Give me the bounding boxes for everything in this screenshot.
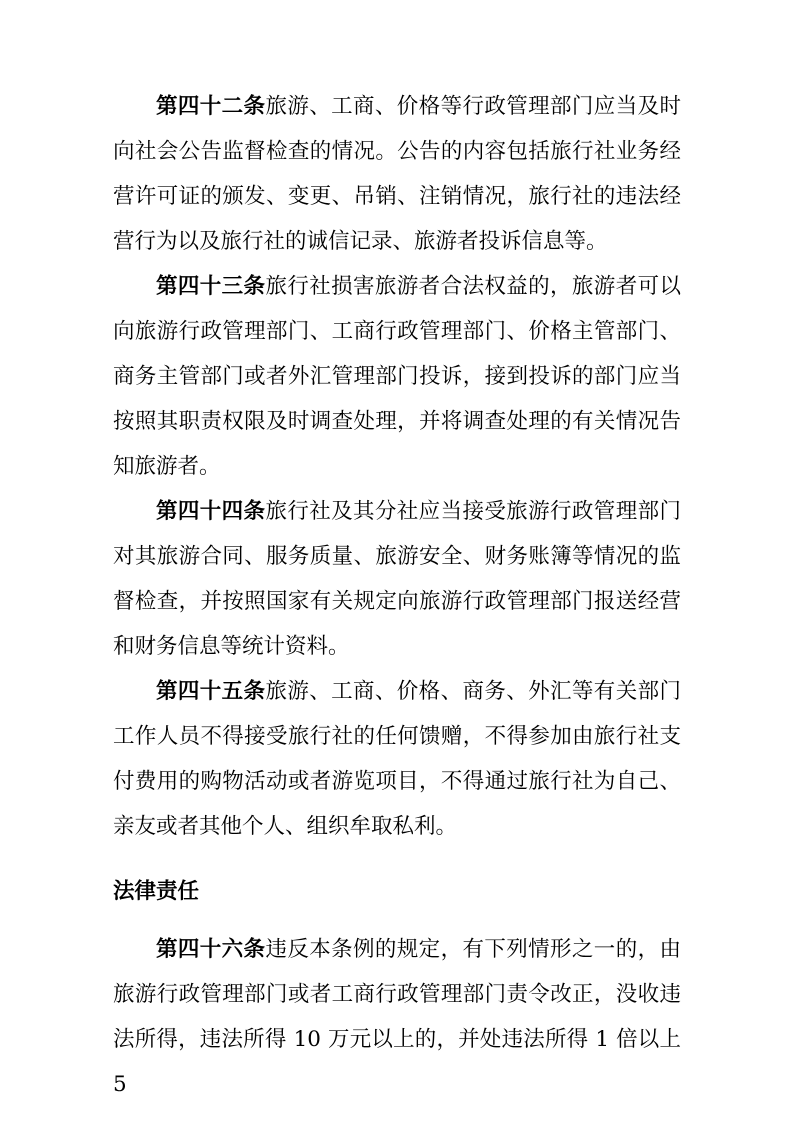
article-text-42: 旅游、工商、价格等行政管理部门应当及时向社会公告监督检查的情况。公告的内容包括旅行社业务经营许可证的颁发、变更、吊销、注销情况，旅行社的违法经营行为以及旅行社的诚信记录、旅游者投诉信息等。	[113, 94, 681, 254]
article-text-43: 旅行社损害旅游者合法权益的，旅游者可以向旅游行政管理部门、工商行政管理部门、价格主管部门、商务主管部门或者外汇管理部门投诉，接到投诉的部门应当按照其职责权限及时调查处理，并将调查处理的有关情况告知旅游者。	[113, 274, 681, 479]
paragraph-article-46	[113, 927, 681, 1107]
paragraph-article-44	[113, 489, 681, 669]
document-body	[113, 84, 681, 1107]
article-number-44: 第四十四条	[156, 499, 266, 524]
article-text-44: 旅行社及其分社应当接受旅游行政管理部门对其旅游合同、服务质量、旅游安全、财务账簿等情况的监督检查，并按照国家有关规定向旅游行政管理部门报送经营和财务信息等统计资料。	[113, 499, 681, 659]
article-text-45: 旅游、工商、价格、商务、外汇等有关部门工作人员不得接受旅行社的任何馈赠，不得参加由旅行社支付费用的购物活动或者游览项目，不得通过旅行社为自己、亲友或者其他个人、组织牟取私利。	[113, 679, 681, 839]
article-number-46: 第四十六条	[156, 937, 266, 962]
paragraph-article-45	[113, 669, 681, 849]
article-number-45: 第四十五条	[156, 679, 266, 704]
article-number-43: 第四十三条	[156, 274, 266, 299]
article-text-46: 违反本条例的规定，有下列情形之一的，由旅游行政管理部门或者工商行政管理部门责令改正，没收违法所得，违法所得 10 万元以上的，并处违法所得 1 倍以上 5	[113, 937, 681, 1097]
section-heading-legal-liability: 法律责任	[113, 879, 200, 904]
paragraph-article-43	[113, 264, 681, 489]
paragraph-article-42	[113, 84, 681, 264]
article-number-42: 第四十二条	[156, 94, 266, 119]
